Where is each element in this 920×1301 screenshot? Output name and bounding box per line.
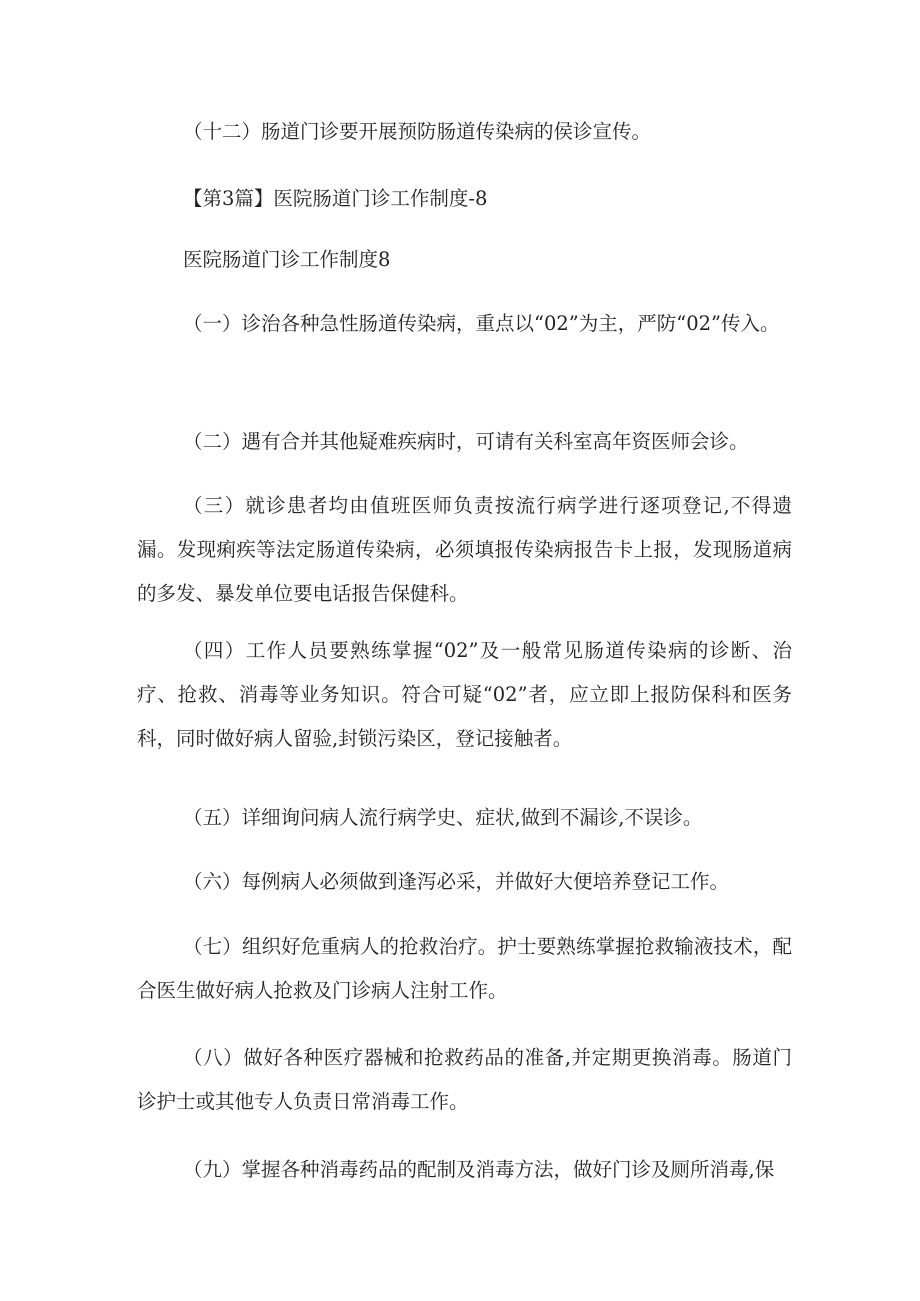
- paragraph-item-7: （七）组织好危重病人的抢救治疗。护士要熟练掌握抢救输液技术，配合医生做好病人抢救及门诊病人注射工作。: [137, 935, 792, 1002]
- paragraph-item-8: （八）做好各种医疗器械和抢救药品的准备,并定期更换消毒。肠道门诊护士或其他专人负责日常消毒工作。: [137, 1046, 792, 1113]
- paragraph-item-9: （九）掌握各种消毒药品的配制及消毒方法，做好门诊及厕所消毒,保: [183, 1158, 775, 1181]
- paragraph-item-12-publicity: （十二）肠道门诊要开展预防肠道传染病的侯诊宣传。: [183, 120, 652, 143]
- paragraph-item-2: （二）遇有合并其他疑难疾病时，可请有关科室高年资医师会诊。: [183, 430, 749, 453]
- document-title: 医院肠道门诊工作制度8: [183, 248, 391, 271]
- paragraph-item-6: （六）每例病人必须做到逢泻必采，并做好大便培养登记工作。: [183, 870, 730, 893]
- paragraph-item-5: （五）详细询问病人流行病学史、症状,做到不漏诊,不误诊。: [183, 806, 703, 829]
- paragraph-item-4: （四）工作人员要熟练掌握“02”及一般常见肠道传染病的诊断、治疗、抢救、消毒等业务知识。符合可疑“02”者，应立即上报防保科和医务科，同时做好病人留验,封锁污染区，登记接触者。: [137, 639, 792, 750]
- article-heading: 【第3篇】医院肠道门诊工作制度-8: [183, 187, 488, 210]
- paragraph-item-1: （一）诊治各种急性肠道传染病，重点以“02”为主，严防“02”传入。: [183, 312, 780, 335]
- paragraph-item-3: （三）就诊患者均由值班医师负责按流行病学进行逐项登记,不得遗漏。发现痢疾等法定肠道传染病，必须填报传染病报告卡上报，发现肠道病的多发、暴发单位要电话报告保健科。: [137, 494, 792, 605]
